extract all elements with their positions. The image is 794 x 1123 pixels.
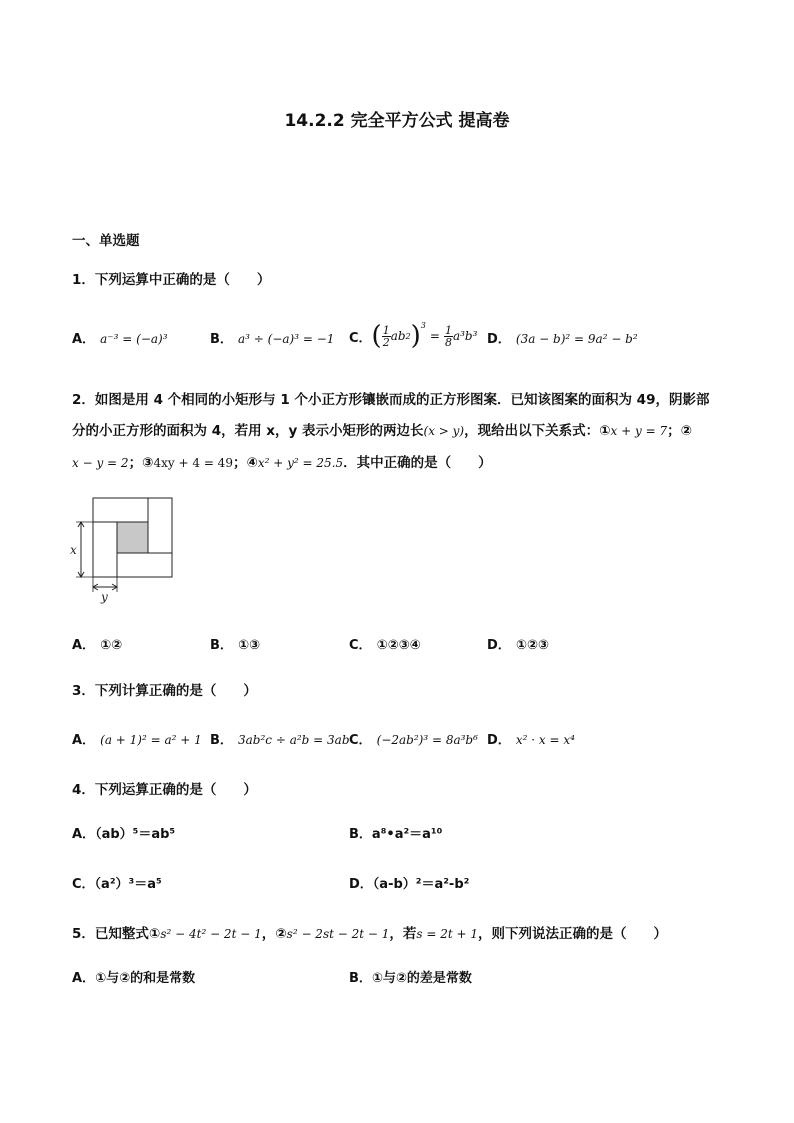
q1-option-c[interactable]: C． ( $\frac{1}{2}$ ab 2 ) $^3$ = $\frac{1}{8}$ a³b³	[349, 321, 478, 351]
q5-text: 5．已知整式①	[72, 926, 161, 942]
q2-relation-3: 4xy + 4 = 49	[153, 456, 233, 470]
q2-relation-2: x − y = 2	[72, 456, 129, 470]
option-label: C．	[72, 877, 95, 892]
q4-option-a[interactable]	[72, 823, 175, 842]
option-label: C．	[349, 330, 372, 346]
rect-bottom	[117, 553, 172, 577]
q3-option-d[interactable]	[487, 729, 575, 748]
q4-option-b[interactable]	[349, 823, 442, 842]
shaded-square	[117, 522, 148, 553]
fraction-numerator: 1	[382, 323, 390, 337]
option-expr: (3a − b)² = 9a² − b²	[515, 332, 638, 346]
left-paren: (	[371, 321, 382, 351]
option-text: ①与②的差是常数	[371, 971, 472, 986]
question-1-stem: 1．下列运算中正确的是（ ）	[72, 272, 271, 288]
q5-expr-1: s² − 4t² − 2t − 1	[160, 927, 262, 941]
q5-expr-2: s² − 2st − 2t − 1	[286, 927, 390, 941]
option-label: B．	[210, 638, 233, 653]
option-label: D．	[487, 332, 511, 347]
question-2-line2	[72, 419, 692, 439]
question-2-line3	[72, 451, 492, 471]
q2-option-c[interactable]	[349, 634, 421, 653]
q2-option-a[interactable]	[72, 634, 122, 653]
rect-top	[93, 498, 148, 522]
rect-left	[93, 522, 117, 577]
section-heading: 一、单选题	[72, 233, 140, 249]
q2-relation-4: x² + y² = 25.5	[257, 456, 344, 470]
option-label: A．	[72, 638, 96, 653]
option-expr: 3ab²c ÷ a²b = 3ab	[238, 733, 350, 747]
option-label: C．	[349, 638, 372, 653]
q2-relation-1: x + y = 7	[610, 424, 668, 438]
option-label: C．	[349, 733, 372, 748]
q2-sep: ；②	[667, 423, 693, 439]
option-text: ①②③④	[376, 638, 421, 653]
q3-option-b[interactable]	[210, 729, 350, 748]
option-label: D．	[487, 733, 511, 748]
option-expr: a⁻³ = (−a)³	[100, 332, 168, 346]
q2-text: ．其中正确的是（ ）	[343, 455, 492, 471]
question-4-stem: 4．下列运算正确的是（ ）	[72, 782, 257, 798]
option-label: A．	[72, 332, 96, 347]
option-text: ①与②的和是常数	[95, 971, 196, 986]
rect-right	[148, 498, 172, 553]
option-label: B．	[349, 971, 372, 986]
q4-option-c[interactable]	[72, 873, 162, 892]
option-expr: a³ ÷ (−a)³ = −1	[238, 332, 335, 346]
question-5-stem	[72, 922, 667, 942]
option-label: D．	[349, 877, 373, 892]
option-text: ①②③	[515, 638, 549, 653]
rhs-denominator: 8	[444, 335, 452, 349]
option-expr: （a²）³＝a⁵	[94, 877, 162, 892]
tiling-figure	[68, 493, 178, 605]
q4-option-d[interactable]	[349, 873, 469, 892]
q5-option-a[interactable]	[72, 967, 195, 986]
q2-text: ，现给出以下关系式：①	[464, 423, 611, 439]
figure-label-y: y	[101, 590, 108, 604]
option-expr: (−2ab²)³ = 8a³b⁶	[376, 733, 478, 747]
rhs-numerator: 1	[444, 323, 452, 337]
q5-expr-3: s = 2t + 1	[416, 927, 479, 941]
fraction-denominator: 2	[382, 335, 390, 349]
q5-text: ，若	[389, 926, 417, 942]
question-3-stem: 3．下列计算正确的是（ ）	[72, 683, 257, 699]
option-label: A．	[72, 971, 96, 986]
q2-condition: (x > y)	[423, 424, 465, 438]
q5-option-b[interactable]	[349, 967, 472, 986]
question-2-line1: 2．如图是用 4 个相同的小矩形与 1 个小正方形镶嵌而成的正方形图案．已知该图案的面积为 49，阴影部	[72, 392, 710, 408]
q3-option-a[interactable]	[72, 729, 202, 748]
rhs-expr: a³b³	[452, 329, 478, 343]
q2-sep: ；④	[232, 455, 258, 471]
q5-text: ，②	[261, 926, 287, 942]
option-label: D．	[487, 638, 511, 653]
q2-option-d[interactable]	[487, 634, 549, 653]
option-label: B．	[210, 733, 233, 748]
q2-option-b[interactable]	[210, 634, 260, 653]
option-expr: (a + 1)² = a² + 1	[100, 733, 202, 747]
option-label: B．	[349, 827, 372, 842]
option-label: A．	[72, 827, 96, 842]
option-label: B．	[210, 332, 233, 347]
option-expr: （ab）⁵＝ab⁵	[95, 827, 176, 842]
option-expr: x² · x = x⁴	[515, 733, 575, 747]
q5-text: ，则下列说法正确的是（ ）	[478, 926, 668, 942]
q1-option-b[interactable]	[210, 328, 334, 347]
q2-text: 分的小正方形的面积为 4，若用 x，y 表示小矩形的两边长	[72, 423, 424, 439]
page-title: 14.2.2 完全平方公式 提高卷	[284, 111, 510, 131]
option-expr: （a-b）²＝a²-b²	[372, 877, 470, 892]
option-expr: a⁸•a²＝a¹⁰	[371, 827, 443, 842]
figure-label-x: x	[70, 543, 77, 557]
q2-sep: ；③	[128, 455, 154, 471]
q1-option-d[interactable]	[487, 328, 638, 347]
option-text: ①②	[100, 638, 123, 653]
q3-option-c[interactable]	[349, 729, 478, 748]
q1-option-a[interactable]	[72, 328, 168, 347]
tiling-diagram	[68, 493, 178, 605]
base-expr: ab	[390, 329, 406, 343]
option-text: ①③	[238, 638, 261, 653]
right-paren: )	[410, 321, 421, 351]
option-label: A．	[72, 733, 96, 748]
